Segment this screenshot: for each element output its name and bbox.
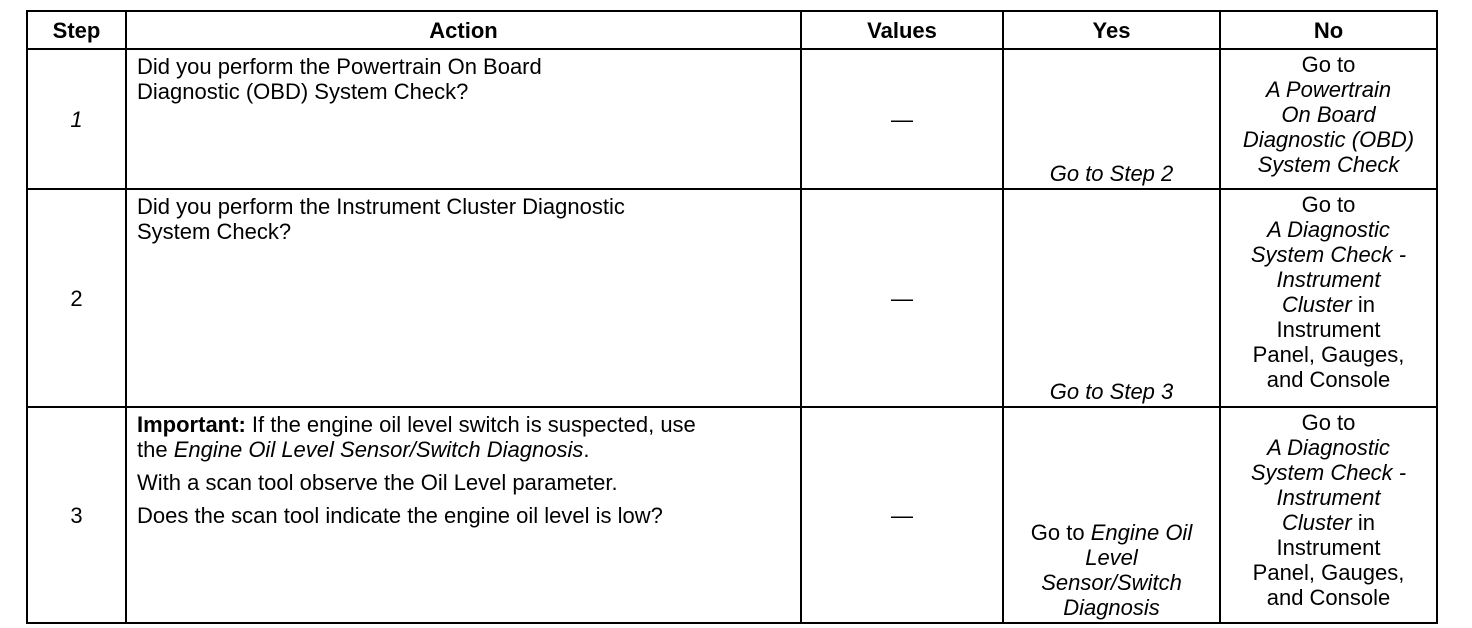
action-cell (126, 189, 801, 407)
link-engine-oil-level-diagnosis[interactable]: Engine Oil Level Sensor/Switch Diagnosis (173, 437, 584, 462)
yes-link-engine-oil-level-diagnosis[interactable]: Engine Oil (1090, 520, 1193, 545)
action-question: Does the scan tool indicate the engine oil level is low? (137, 503, 663, 528)
link-text-line: System Check - (1250, 242, 1407, 267)
no-cell (1220, 189, 1437, 407)
action-text-line: System Check? (137, 219, 292, 244)
header-no: No (1220, 11, 1437, 49)
header-action: Action (126, 11, 801, 49)
no-suffix-inline: in (1351, 292, 1375, 317)
no-suffix-inline: in (1351, 510, 1375, 535)
step-number: 3 (27, 407, 126, 623)
value-cell: — (801, 407, 1003, 623)
link-text-line: A Diagnostic (1267, 217, 1390, 242)
no-suffix-line: Panel, Gauges, (1252, 560, 1405, 585)
no-link-powertrain-obd-check[interactable] (1221, 77, 1436, 177)
table-row-step-2 (27, 189, 1437, 407)
no-suffix-line: and Console (1266, 367, 1391, 392)
no-go-to-prefix: Go to (1301, 192, 1356, 217)
link-text-line[interactable]: Cluster (1282, 292, 1352, 317)
header-yes: Yes (1003, 11, 1220, 49)
step-number: 2 (27, 189, 126, 407)
no-suffix-line: and Console (1266, 585, 1391, 610)
link-text-line[interactable]: Cluster (1282, 510, 1352, 535)
link-text-line: Sensor/Switch (1041, 570, 1182, 595)
link-text-line: Diagnosis (1063, 595, 1160, 620)
link-text-line: System Check - (1250, 460, 1407, 485)
yes-text-line (1004, 520, 1219, 545)
yes-link-engine-oil-level-diagnosis-cont[interactable] (1004, 545, 1219, 620)
action-text-line: Did you perform the Powertrain On Board (137, 54, 542, 79)
important-end: . (583, 437, 590, 462)
link-text-line: Level (1085, 545, 1138, 570)
header-values: Values (801, 11, 1003, 49)
link-text-line: System Check (1257, 152, 1400, 177)
important-label: Important: (137, 412, 246, 437)
header-step: Step (27, 11, 126, 49)
no-link-diagnostic-system-check-cluster[interactable] (1221, 435, 1436, 510)
no-suffix-line: Instrument (1276, 535, 1381, 560)
value-cell: — (801, 189, 1003, 407)
important-text: If the engine oil level switch is suspected, use (245, 412, 696, 437)
important-text-2: the (137, 437, 174, 462)
important-note (137, 412, 790, 462)
no-text-line (1221, 292, 1436, 317)
action-cell (126, 407, 801, 623)
no-go-to-prefix: Go to (1301, 410, 1356, 435)
no-cell (1220, 49, 1437, 189)
value-cell: — (801, 49, 1003, 189)
action-paragraph: With a scan tool observe the Oil Level parameter. (137, 470, 618, 495)
action-text-line: Diagnostic (OBD) System Check? (137, 79, 469, 104)
table-row-step-1 (27, 49, 1437, 189)
yes-cell (1003, 407, 1220, 623)
link-text-line: Diagnostic (OBD) (1242, 127, 1415, 152)
link-text-line: Instrument (1276, 485, 1381, 510)
link-text-line: On Board (1281, 102, 1376, 127)
yes-go-to-prefix: Go to (1030, 520, 1091, 545)
step-number: 1 (27, 49, 126, 189)
diagnostic-table (26, 10, 1438, 624)
no-link-diagnostic-system-check-cluster[interactable] (1221, 217, 1436, 292)
link-text-line: A Powertrain (1265, 77, 1392, 102)
no-cell (1220, 407, 1437, 623)
action-cell (126, 49, 801, 189)
yes-link-go-to-step-2[interactable]: Go to Step 2 (1003, 49, 1220, 189)
no-suffix-line: Panel, Gauges, (1252, 342, 1405, 367)
action-text-line: Did you perform the Instrument Cluster Diagnostic (137, 194, 625, 219)
no-suffix-line: Instrument (1276, 317, 1381, 342)
table-row-step-3 (27, 407, 1437, 623)
no-text-line (1221, 510, 1436, 535)
no-go-to-prefix: Go to (1301, 52, 1356, 77)
header-row (27, 11, 1437, 49)
link-text-line: A Diagnostic (1267, 435, 1390, 460)
yes-link-go-to-step-3[interactable]: Go to Step 3 (1003, 189, 1220, 407)
link-text-line: Instrument (1276, 267, 1381, 292)
